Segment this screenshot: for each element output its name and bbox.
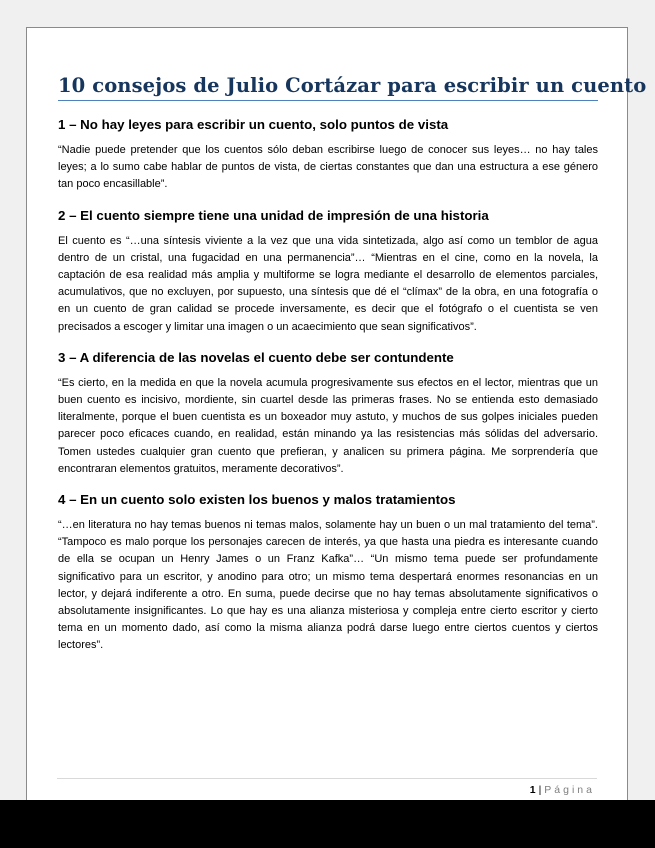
bottom-bar [0,800,655,848]
section-body-1: “Nadie puede pretender que los cuentos sólo deban escribirse luego de conocer sus leyes… no hay tales leyes; a lo sumo cabe hablar de puntos de vista, de ciertas constantes que dan una estructura a ese género tan poco encasillable”. [58,144,598,191]
document-page [26,27,647,800]
page-content [58,74,647,655]
section-heading-1: 1 – No hay leyes para escribir un cuento, solo puntos de vista [58,117,449,132]
page-word: Página [544,784,595,796]
section-heading-2: 2 – El cuento siempre tiene una unidad de impresión de una historia [58,207,489,223]
page-number: 1 [529,784,536,796]
page-number-separator: | [538,784,542,796]
section-heading-4: 4 – En un cuento solo existen los buenos y malos tratamientos [58,492,456,508]
page-number-label [530,784,595,796]
section-body-4: “…en literatura no hay temas buenos ni temas malos, solamente hay un buen o un mal tratamiento del tema”. “Tampoco es malo porque los personajes carecen de interés, ya que hasta una piedra es interesante cuando de ella se ocupan un Henry James o un Franz Kafka”… “Un mismo tema puede ser profundamente significativo para un escritor, y anodino para otro; un mismo tema despertará enormes resonancias en un lector, y dejará indiferente a otro. En suma, puede decirse que no hay temas absolutamente significativos o absolutamente insignificantes. Lo que hay es una alianza misteriosa y compleja entre cierto escritor y cierto tema en un momento dado, así como la misma alianza podrá darse luego entre ciertos cuentos y ciertos lectores”. [58,519,598,652]
section-body-2: El cuento es “…una síntesis viviente a la vez que una vida sintetizada, algo así como un temblor de agua dentro de un cristal, una fugacidad en una permanencia”… “Mientras en el cine, como en la novela, la captación de esa realidad más amplia y multiforme se logra mediante el desarrollo de elementos parciales, acumulativos, que no excluyen, por supuesto, una síntesis que dé el “clímax” de la obra, en una fotografía o en un cuento de gran calidad se procede inversamente, es decir que el fotógrafo o el cuentista se ven precisados a escoger y limitar una imagen o un acaecimiento que sean significativos”. [58,234,598,333]
section-heading-3: 3 – A diferencia de las novelas el cuento debe ser contundente [58,349,454,365]
document-title: 10 consejos de Julio Cortázar para escribir un cuento [58,74,598,101]
section-body-3: “Es cierto, en la medida en que la novela acumula progresivamente sus efectos en el lector, mientras que un buen cuento es incisivo, mordiente, sin cuartel desde las primeras frases. No se entienda esto demasiado literalmente, porque el buen cuentista es un boxeador muy astuto, y muchos de sus golpes iniciales pueden parecer poco eficaces cuando, en realidad, están minando ya las resistencias más sólidas del adversario. Tomen ustedes cualquier gran cuento que prefieran, y analicen su primera página. Me sorprendería que encontraran elementos gratuitos, meramente decorativos”. [58,376,598,475]
page-footer [57,778,597,800]
